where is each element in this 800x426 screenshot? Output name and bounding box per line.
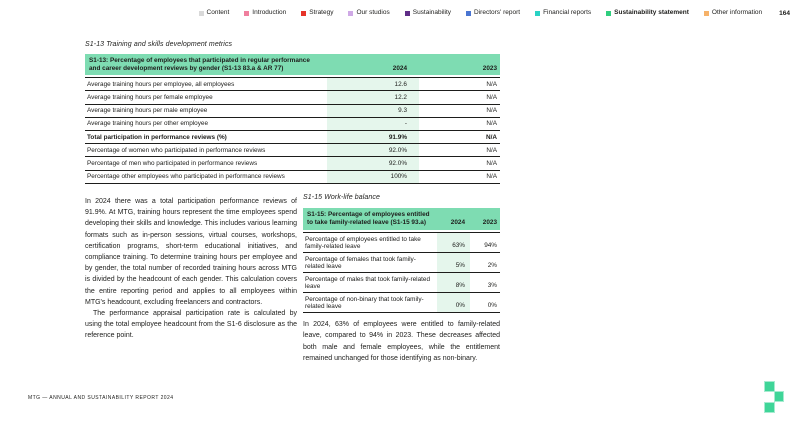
subsection-heading-s1-15: S1-15 Work-life balance <box>303 194 380 201</box>
table-row: Percentage of females that took family-related leave 5% 2% <box>303 252 500 272</box>
worklife-section <box>303 194 500 364</box>
footer-report-title: MTG — ANNUAL AND SUSTAINABILITY REPORT 2024 <box>28 395 174 401</box>
table-row: Percentage of employees entitled to take family-related leave 63% 94% <box>303 232 500 252</box>
column-header-2024: 2024 <box>392 65 407 73</box>
s1-13-table-header <box>85 54 500 75</box>
table-row: Percentage of males that took family-related leave 8% 3% <box>303 272 500 292</box>
directors-report-section-marker-icon <box>466 11 471 16</box>
nav-item-introduction[interactable] <box>244 9 286 17</box>
logo-block <box>774 391 785 402</box>
table-row: Percentage of non-binary that took family-related leave 0% 0% <box>303 292 500 312</box>
content-section-marker-icon <box>199 11 204 16</box>
top-section-nav <box>199 9 790 17</box>
page-number: 164 <box>779 9 790 17</box>
table-header-title: S1-13: Percentage of employees that participated in regular performance and career development reviews by gender (S1-13 83.a & AR 77) <box>89 57 310 72</box>
introduction-section-marker-icon <box>244 11 249 16</box>
table-row: Percentage of men who participated in performance reviews 92.0% N/A <box>85 156 500 169</box>
nav-item-financial-reports[interactable] <box>535 9 591 17</box>
s1-15-table-header <box>303 208 500 230</box>
table-row: Average training hours per employee, all employees 12.6 N/A <box>85 77 500 90</box>
nav-item-directors-report[interactable] <box>466 9 520 17</box>
training-body-text <box>85 196 297 342</box>
nav-item-content[interactable] <box>199 9 230 17</box>
s1-13-table-body <box>85 77 500 184</box>
column-header-2023: 2023 <box>482 219 497 227</box>
nav-item-label: Financial reports <box>543 9 592 16</box>
sustainability-section-marker-icon <box>405 11 410 16</box>
s1-13-table <box>85 54 500 184</box>
nav-item-our-studios[interactable] <box>348 9 389 17</box>
nav-item-label: Sustainability <box>412 9 452 16</box>
nav-item-label: Other information <box>711 9 763 16</box>
financial-reports-section-marker-icon <box>535 11 540 16</box>
nav-item-strategy[interactable] <box>301 9 333 17</box>
table-row: Percentage of women who participated in performance reviews 92.0% N/A <box>85 143 500 156</box>
sustainability-statement-section-marker-icon <box>606 11 611 16</box>
strategy-section-marker-icon <box>301 11 306 16</box>
column-header-2024: 2024 <box>450 219 465 227</box>
nav-item-label: Directors' report <box>474 9 521 16</box>
nav-item-label: Sustainability statement <box>614 9 689 16</box>
s1-15-table-body <box>303 232 500 313</box>
table-row-total: Total participation in performance reviews (%) 91.9% N/A <box>85 130 500 143</box>
table-row: Average training hours per male employee 9.3 N/A <box>85 104 500 117</box>
table-row: Average training hours per other employee - N/A <box>85 117 500 130</box>
table-header-title: S1-15: Percentage of employees entitled to take family-related leave (S1-15 93.a) <box>307 211 430 226</box>
nav-item-label: Our studios <box>356 9 390 16</box>
table-row: Percentage other employees who participated in performance reviews 100% N/A <box>85 170 500 183</box>
our-studios-section-marker-icon <box>348 11 353 16</box>
nav-item-label: Content <box>206 9 230 16</box>
logo-block <box>764 402 775 413</box>
mtg-logo-icon <box>764 381 786 413</box>
body-paragraph: In 2024, 63% of employees were entitled to family-related leave, compared to 94% in 2023. These decreases affected both male and female employees, while the entitlement remained unchanged for those identifying as non-binary. <box>303 321 500 362</box>
column-header-2023: 2023 <box>482 65 497 73</box>
nav-item-other-information[interactable] <box>704 9 762 17</box>
nav-item-sustainability[interactable] <box>405 9 451 17</box>
s1-15-table <box>303 208 500 313</box>
subsection-heading-s1-13: S1-13 Training and skills development metrics <box>85 41 233 48</box>
table-row: Average training hours per female employee 12.2 N/A <box>85 90 500 103</box>
nav-item-sustainability-statement[interactable] <box>606 9 689 17</box>
body-paragraph: The performance appraisal participation rate is calculated by using the total employee headcount from the S1-6 disclosure as the reference point. <box>85 310 297 340</box>
other-information-section-marker-icon <box>704 11 709 16</box>
body-paragraph: In 2024 there was a total participation performance reviews of 91.9%. At MTG, training hours represent the time employees spend developing their skills and knowledge. This includes various learning formats such as in-person sessions, virtual courses, workshops, certification programs, short-term educational initiatives, and compliance training. To determine training hours per employee and by gender, the total number of recorded training hours across MTG is divided by the headcount of each gender. This calculation covers the entire reporting period and applies to all employees within MTG's headcount, excluding freelancers and contractors. <box>85 198 297 306</box>
nav-item-label: Strategy <box>309 9 334 16</box>
logo-block <box>764 381 775 392</box>
nav-item-label: Introduction <box>252 9 287 16</box>
